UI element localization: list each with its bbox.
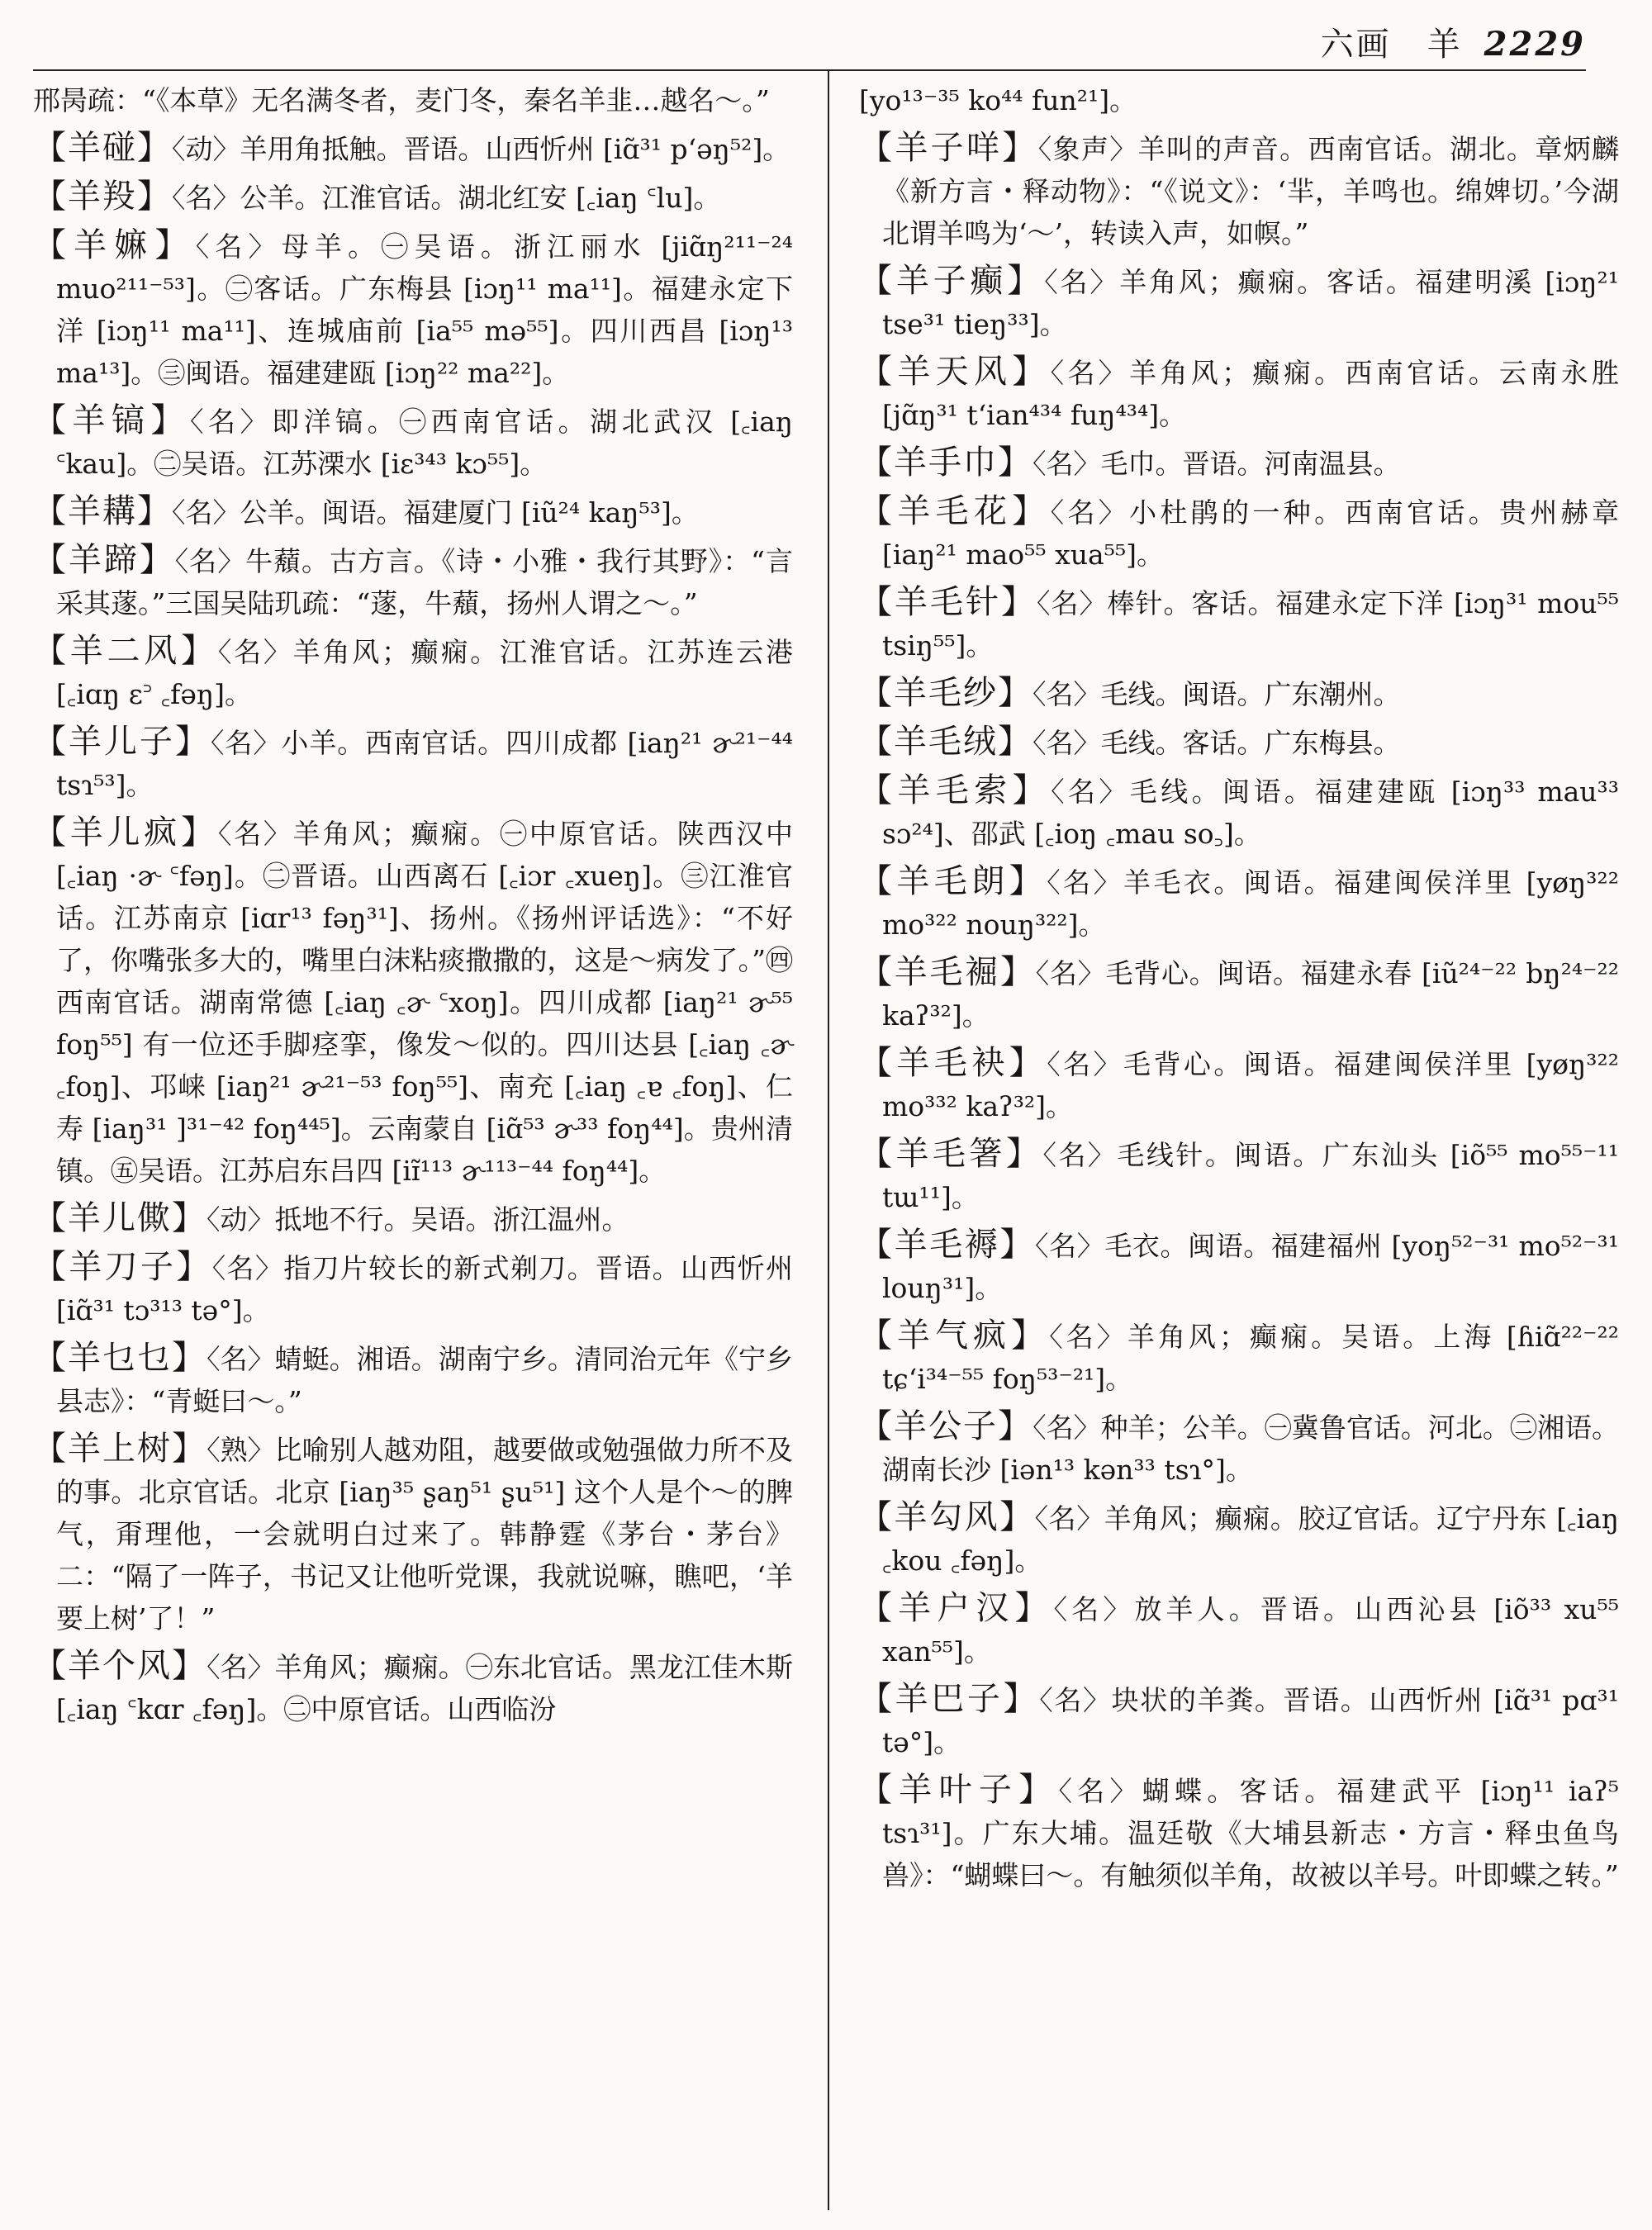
- entry-headword: 【羊天风】: [859, 353, 1051, 391]
- dictionary-entry: 【羊嫲】〈名〉母羊。㊀吴语。浙江丽水 [jiɑ̃ŋ²¹¹⁻²⁴ muo²¹¹⁻⁵³]。㊁客话。广东梅县 [iɔŋ¹¹ ma¹¹]。福建永定下洋 [iɔŋ¹¹ ma¹¹]、连城庙前 [ia⁵⁵ mə⁵⁵]。四川西昌 [iɔŋ¹³ ma¹³]。㊂闽语。福建建瓯 [iɔŋ²² ma²²]。: [33, 226, 793, 389]
- dictionary-entry: 【羊毛䘿】〈名〉毛背心。闽语。福建永春 [iũ²⁴⁻²² bŋ²⁴⁻²² kaʔ³²]。: [859, 953, 1619, 1032]
- header-rule: [33, 69, 1586, 71]
- dictionary-entry: 【羊上树】〈熟〉比喻别人越劝阻，越要做或勉强做力所不及的事。北京官话。北京 [iaŋ³⁵ ʂaŋ⁵¹ ʂu⁵¹] 这个人是个～的脾气，甭理他，一会就明白过来了。韩静霆《茅台・茅台》二：“隔了一阵子，书记又让他听党课，我就说嘛，瞧吧，‘羊要上树’了！”: [33, 1430, 794, 1635]
- dictionary-entry: 【羊儿僛】〈动〉抵地不行。吴语。浙江温州。: [33, 1199, 629, 1237]
- entry-headword: 【羊叶子】: [859, 1771, 1059, 1809]
- dictionary-entry: 【羊镐】〈名〉即洋镐。㊀西南官话。湖北武汉 [꜀iaŋ ꜂kau]。㊁吴语。江苏溧水 [iɛ³⁴³ kɔ⁵⁵]。: [33, 401, 794, 480]
- running-head: [1321, 18, 1586, 65]
- entry-headword: 【羊镐】: [33, 401, 191, 439]
- section-heading: 六画 羊: [1320, 26, 1463, 64]
- entry-headword: 【羊毛花】: [859, 492, 1051, 530]
- entry-headword: 【羊毛箸】: [859, 1135, 1043, 1173]
- dictionary-entry: 【羊毛袂】〈名〉毛背心。闽语。福建闽侯洋里 [yøŋ³²² mo³³² kaʔ³²]。: [859, 1044, 1619, 1122]
- dictionary-entry: 【羊叶子】〈名〉蝴蝶。客话。福建武平 [iɔŋ¹¹ iaʔ⁵ tsɿ³¹]。广东大埔。温廷敬《大埔县新志・方言・释虫鱼鸟兽》：“蝴蝶曰～。有触须似羊角，故被以羊号。叶即蝶之转。”: [859, 1771, 1619, 1891]
- entry-headword: 【羊户汉】: [859, 1589, 1054, 1627]
- entry-headword: 【羊子癫】: [859, 262, 1045, 300]
- entry-headword: 【羊毛纱】: [859, 674, 1032, 712]
- dictionary-entry: 【羊户汉】〈名〉放羊人。晋语。山西沁县 [iõ³³ xu⁵⁵ xan⁵⁵]。: [859, 1589, 1620, 1668]
- dictionary-entry: 【羊毛针】〈名〉棒针。客话。福建永定下洋 [iɔŋ³¹ mou⁵⁵ tsiŋ⁵⁵]。: [859, 583, 1620, 662]
- entry-headword: 【羊巴子】: [859, 1680, 1040, 1718]
- entry-headword: 【羊嫲】: [33, 226, 196, 264]
- dictionary-entry: 【羊巴子】〈名〉块状的羊粪。晋语。山西忻州 [iɑ̃³¹ pɑ³¹ tə°]。: [859, 1680, 1619, 1758]
- entry-headword: 【羊毛袂】: [859, 1044, 1047, 1082]
- entry-headword: 【羊个风】: [33, 1647, 207, 1685]
- dictionary-entry: 【羊毛朗】〈名〉羊毛衣。闽语。福建闽侯洋里 [yøŋ³²² mo³²² nouŋ³²²]。: [859, 862, 1619, 941]
- entry-headword: 【羊刀子】: [33, 1248, 212, 1286]
- left-column: [33, 79, 793, 1736]
- column-divider: [828, 69, 829, 2210]
- entry-headword: 【羊子咩】: [859, 129, 1038, 167]
- dictionary-entry: 【羊毛绒】〈名〉毛线。客话。广东梅县。: [859, 723, 1401, 761]
- entry-headword: 【羊蹄】: [33, 541, 175, 579]
- dictionary-entry: 【羊勾风】〈名〉羊角风；癫痫。胶辽官话。辽宁丹东 [꜀iaŋ ꜀kou ꜀fəŋ]。: [859, 1498, 1620, 1577]
- dictionary-entry: 【羊公子】〈名〉种羊；公羊。㊀冀鲁官话。河北。㊁湘语。湖南长沙 [iən¹³ kən³³ tsɿ°]。: [859, 1407, 1620, 1486]
- entry-headword: 【羊二风】: [33, 632, 218, 670]
- page-number: 2229: [1483, 25, 1586, 64]
- dictionary-entry: 【羊乜乜】〈名〉蜻蜓。湘语。湖南宁乡。清同治元年《宁乡县志》：“青蜓曰～。”: [33, 1339, 794, 1417]
- entry-headword: 【羊手巾】: [859, 444, 1032, 482]
- entry-headword: 【羊儿僛】: [33, 1199, 206, 1237]
- entry-headword: 【羊气疯】: [859, 1317, 1050, 1355]
- entry-headword: 【羊公子】: [859, 1407, 1033, 1445]
- entry-headword: 【羊毛褥】: [859, 1226, 1036, 1264]
- dictionary-entry: 【羊碰】〈动〉羊用角抵触。晋语。山西忻州 [iɑ̃³¹ pʻəŋ⁵²]。: [33, 129, 790, 167]
- dictionary-entry: 【羊羖】〈名〉公羊。江淮官话。湖北红安 [꜀iaŋ ꜂lu]。: [33, 178, 721, 216]
- dictionary-entry: 【羊刀子】〈名〉指刀片较长的新式剃刀。晋语。山西忻州 [iɑ̃³¹ tɔ³¹³ tə°]。: [33, 1248, 794, 1326]
- entry-headword: 【羊毛针】: [859, 583, 1037, 621]
- dictionary-entry: 【羊蹄】〈名〉牛蘈。古方言。《诗・小雅・我行其野》：“言采其蓫。”三国吴陆玑疏：“蓫，牛蘈，扬州人谓之～。”: [33, 541, 793, 619]
- entry-headword: 【羊儿疯】: [33, 814, 218, 852]
- entry-headword: 【羊碰】: [33, 129, 172, 167]
- dictionary-entry: 【羊毛褥】〈名〉毛衣。闽语。福建福州 [yoŋ⁵²⁻³¹ mo⁵²⁻³¹ louŋ³¹]。: [859, 1226, 1619, 1304]
- dictionary-entry: 【羊二风】〈名〉羊角风；癫痫。江淮官话。江苏连云港 [꜀iɑŋ ɛ꜄ ꜀fəŋ]。: [33, 632, 794, 710]
- dictionary-entry: 【羊个风】〈名〉羊角风；癫痫。㊀东北官话。黑龙江佳木斯 [꜀iaŋ ꜂kɑr ꜀fəŋ]。㊁中原官话。山西临汾: [33, 1647, 794, 1725]
- dictionary-entry: 【羊儿疯】〈名〉羊角风；癫痫。㊀中原官话。陕西汉中 [꜀iaŋ ·ɚ ꜂fəŋ]。㊁晋语。山西离石 [꜀iɔr ꜀xueŋ]。㊂江淮官话。江苏南京 [iɑr¹³ fəŋ³¹]、扬州。《扬州评话选》：“不好了，你嘴张多大的，嘴里白沫粘痰撒撒的，这是～病发了。”㊃西南官话。湖南常德 [꜀iaŋ ꜀ɚ ꜂xoŋ]。四川成都 [iaŋ²¹ ɚ⁵⁵ foŋ⁵⁵] 有一位还手脚痉挛，像发～似的。四川达县 [꜀iaŋ ꜀ɚ ꜀foŋ]、邛崃 [iaŋ²¹ ɚ²¹⁻⁵³ foŋ⁵⁵]、南充 [꜀iaŋ ꜀ɐ ꜀foŋ]、仁寿 [iaŋ³¹ ]³¹⁻⁴² foŋ⁴⁴⁵]。云南蒙自 [iɑ̃⁵³ ɚ³³ foŋ⁴⁴]。贵州清镇。㊄吴语。江苏启东吕四 [iɪ̃¹¹³ ɚ¹¹³⁻⁴⁴ foŋ⁴⁴]。: [33, 814, 794, 1187]
- dictionary-entry: 【羊手巾】〈名〉毛巾。晋语。河南温县。: [859, 444, 1401, 482]
- dictionary-entry: 【羊儿子】〈名〉小羊。西南官话。四川成都 [iaŋ²¹ ɚ²¹⁻⁴⁴ tsɿ⁵³]。: [33, 723, 794, 801]
- dictionary-entry: [yo¹³⁻³⁵ ko⁴⁴ fun²¹]。: [859, 84, 1137, 116]
- dictionary-entry: 【羊耩】〈名〉公羊。闽语。福建厦门 [iũ²⁴ kaŋ⁵³]。: [33, 492, 699, 530]
- entry-headword: 【羊儿子】: [33, 723, 211, 761]
- entry-headword: 【羊上树】: [33, 1430, 207, 1468]
- dictionary-entry: 【羊子癫】〈名〉羊角风；癫痫。客话。福建明溪 [iɔŋ²¹ tse³¹ tieŋ³³]。: [859, 262, 1619, 340]
- entry-headword: 【羊毛索】: [859, 771, 1051, 809]
- dictionary-entry: 【羊气疯】〈名〉羊角风；癫痫。吴语。上海 [ɦiɑ̃²²⁻²² tɕʻi³⁴⁻⁵⁵ foŋ⁵³⁻²¹]。: [859, 1317, 1620, 1395]
- right-column: [859, 79, 1619, 1902]
- entry-headword: 【羊羖】: [33, 178, 172, 216]
- dictionary-entry: 【羊毛花】〈名〉小杜鹃的一种。西南官话。贵州赫章 [iaŋ²¹ mao⁵⁵ xua⁵⁵]。: [859, 492, 1620, 571]
- entry-headword: 【羊毛䘿】: [859, 953, 1036, 991]
- entry-headword: 【羊毛绒】: [859, 723, 1032, 761]
- entry-headword: 【羊毛朗】: [859, 862, 1047, 900]
- dictionary-entry: 邢昺疏：“《本草》无名满冬者，麦门冬，秦名羊韭…越名～。”: [33, 84, 770, 116]
- dictionary-entry: 【羊天风】〈名〉羊角风；癫痫。西南官话。云南永胜 [jɑ̃ŋ³¹ tʻian⁴³⁴ fuŋ⁴³⁴]。: [859, 353, 1620, 431]
- entry-headword: 【羊耩】: [33, 492, 172, 530]
- entry-headword: 【羊勾风】: [859, 1498, 1035, 1536]
- dictionary-entry: 【羊毛纱】〈名〉毛线。闽语。广东潮州。: [859, 674, 1401, 712]
- dictionary-entry: 【羊子咩】〈象声〉羊叫的声音。西南官话。湖北。章炳麟《新方言・释动物》：“《说文》：‘羋，羊鸣也。绵婢切。’今湖北谓羊鸣为‘～’，转读入声，如幎。”: [859, 129, 1620, 249]
- dictionary-entry: 【羊毛索】〈名〉毛线。闽语。福建建瓯 [iɔŋ³³ mau³³ sɔ²⁴]、邵武 [꜀ioŋ ꜀mau so꜆]。: [859, 771, 1620, 850]
- dictionary-entry: 【羊毛箸】〈名〉毛线针。闽语。广东汕头 [iõ⁵⁵ mo⁵⁵⁻¹¹ tɯ¹¹]。: [859, 1135, 1620, 1213]
- entry-headword: 【羊乜乜】: [33, 1339, 207, 1377]
